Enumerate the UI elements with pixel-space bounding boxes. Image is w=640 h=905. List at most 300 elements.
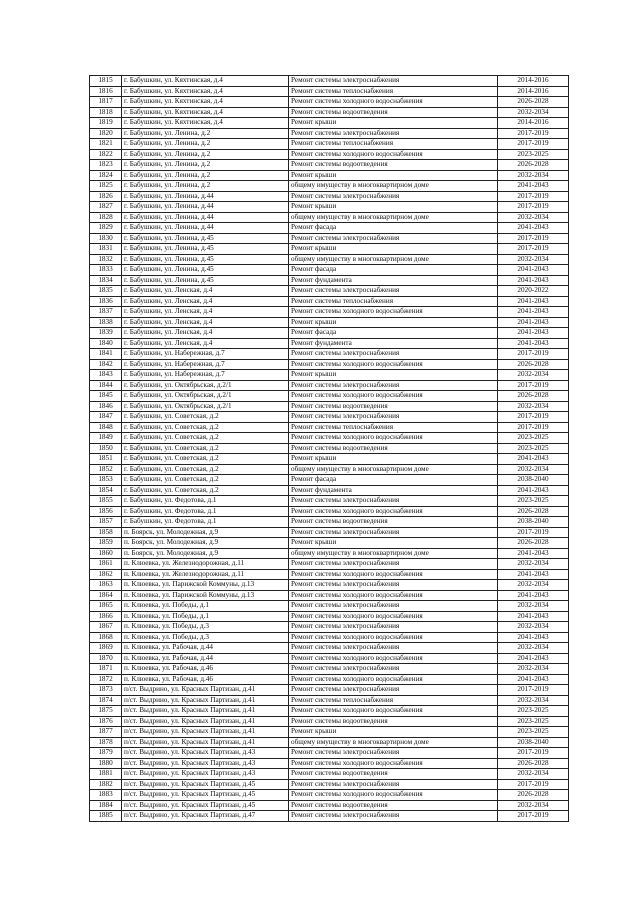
address-cell: г. Бабушкин, ул. Ленина, д.45 [122, 275, 289, 286]
period-cell: 2017-2019 [498, 412, 569, 423]
row-number-cell: 1840 [90, 338, 122, 349]
table-row [90, 632, 569, 643]
table-row [90, 706, 569, 717]
period-cell: 2017-2019 [498, 422, 569, 433]
work-type-cell: Ремонт фасада [289, 328, 498, 339]
period-cell: 2041-2043 [498, 653, 569, 664]
row-number-cell: 1883 [90, 790, 122, 801]
work-type-cell: Ремонт системы водоотведения [289, 443, 498, 454]
table-row [90, 538, 569, 549]
row-number-cell: 1820 [90, 128, 122, 139]
table-row [90, 559, 569, 570]
work-type-cell: Ремонт фасада [289, 265, 498, 276]
work-type-cell: Ремонт крыши [289, 454, 498, 465]
period-cell: 2026-2028 [498, 538, 569, 549]
row-number-cell: 1871 [90, 664, 122, 675]
address-cell: п. Клюевка, ул. Рабочая, д.46 [122, 664, 289, 675]
row-number-cell: 1836 [90, 296, 122, 307]
address-cell: г. Бабушкин, ул. Ленина, д.2 [122, 181, 289, 192]
work-type-cell: Ремонт системы электроснабжения [289, 191, 498, 202]
table-row [90, 76, 569, 87]
work-type-cell: Ремонт системы теплоснабжения [289, 695, 498, 706]
work-type-cell: Ремонт системы электроснабжения [289, 412, 498, 423]
row-number-cell: 1858 [90, 527, 122, 538]
period-cell: 2032-2034 [498, 464, 569, 475]
table-row [90, 643, 569, 654]
row-number-cell: 1880 [90, 758, 122, 769]
period-cell: 2026-2028 [498, 391, 569, 402]
work-type-cell: Ремонт системы водоотведения [289, 716, 498, 727]
period-cell: 2041-2043 [498, 265, 569, 276]
row-number-cell: 1874 [90, 695, 122, 706]
period-cell: 2038-2040 [498, 475, 569, 486]
row-number-cell: 1823 [90, 160, 122, 171]
work-type-cell: Ремонт системы электроснабжения [289, 643, 498, 654]
work-type-cell: Ремонт системы водоотведения [289, 160, 498, 171]
table-row [90, 590, 569, 601]
period-cell: 2041-2043 [498, 674, 569, 685]
table-body [90, 76, 569, 822]
address-cell: г. Бабушкин, ул. Кяхтинская, д.4 [122, 107, 289, 118]
table-row [90, 118, 569, 129]
work-type-cell: Ремонт системы холодного водоснабжения [289, 506, 498, 517]
address-cell: г. Бабушкин, ул. Набережная, д.7 [122, 370, 289, 381]
period-cell: 2023-2025 [498, 706, 569, 717]
table-row [90, 286, 569, 297]
address-cell: г. Бабушкин, ул. Ленская, д.4 [122, 307, 289, 318]
period-cell: 2032-2034 [498, 643, 569, 654]
row-number-cell: 1868 [90, 632, 122, 643]
work-type-cell: Ремонт системы электроснабжения [289, 496, 498, 507]
address-cell: г. Бабушкин, ул. Октябрьская, д.2/1 [122, 391, 289, 402]
table-row [90, 170, 569, 181]
address-cell: п. Клюевка, ул. Победы, д.3 [122, 622, 289, 633]
address-cell: п/ст. Выдрино, ул. Красных Партизан, д.43 [122, 748, 289, 759]
table-row [90, 265, 569, 276]
period-cell: 2026-2028 [498, 359, 569, 370]
work-type-cell: Ремонт системы водоотведения [289, 517, 498, 528]
row-number-cell: 1837 [90, 307, 122, 318]
row-number-cell: 1845 [90, 391, 122, 402]
table-row [90, 244, 569, 255]
address-cell: г. Бабушкин, ул. Советская, д.2 [122, 454, 289, 465]
row-number-cell: 1867 [90, 622, 122, 633]
address-cell: п. Клюевка, ул. Железнодорожная, д.11 [122, 559, 289, 570]
period-cell: 2038-2040 [498, 737, 569, 748]
period-cell: 2023-2025 [498, 496, 569, 507]
work-type-cell: Ремонт крыши [289, 202, 498, 213]
address-cell: п/ст. Выдрино, ул. Красных Партизан, д.41 [122, 695, 289, 706]
address-cell: г. Бабушкин, ул. Кяхтинская, д.4 [122, 118, 289, 129]
address-cell: п/ст. Выдрино, ул. Красных Партизан, д.41 [122, 727, 289, 738]
period-cell: 2032-2034 [498, 559, 569, 570]
table-row [90, 212, 569, 223]
work-type-cell: Ремонт системы электроснабжения [289, 580, 498, 591]
period-cell: 2017-2019 [498, 233, 569, 244]
table-row [90, 727, 569, 738]
period-cell: 2032-2034 [498, 170, 569, 181]
address-cell: п. Боярск, ул. Молодежная, д.9 [122, 538, 289, 549]
row-number-cell: 1821 [90, 139, 122, 150]
address-cell: п/ст. Выдрино, ул. Красных Партизан, д.45 [122, 779, 289, 790]
row-number-cell: 1818 [90, 107, 122, 118]
table-row [90, 307, 569, 318]
table-row [90, 223, 569, 234]
period-cell: 2017-2019 [498, 244, 569, 255]
work-type-cell: общему имуществу в многоквартирном доме [289, 181, 498, 192]
work-type-cell: Ремонт системы водоотведения [289, 401, 498, 412]
work-type-cell: Ремонт крыши [289, 317, 498, 328]
work-type-cell: Ремонт системы электроснабжения [289, 559, 498, 570]
table-row [90, 527, 569, 538]
period-cell: 2041-2043 [498, 454, 569, 465]
work-type-cell: Ремонт системы электроснабжения [289, 76, 498, 87]
table-row [90, 758, 569, 769]
table-row [90, 254, 569, 265]
address-cell: г. Бабушкин, ул. Кяхтинская, д.4 [122, 97, 289, 108]
address-cell: п/ст. Выдрино, ул. Красных Партизан, д.41 [122, 716, 289, 727]
table-row [90, 800, 569, 811]
address-cell: г. Бабушкин, ул. Кяхтинская, д.4 [122, 86, 289, 97]
work-type-cell: Ремонт системы холодного водоснабжения [289, 569, 498, 580]
table-row [90, 443, 569, 454]
period-cell: 2023-2025 [498, 443, 569, 454]
table-row [90, 359, 569, 370]
work-type-cell: Ремонт системы теплоснабжения [289, 296, 498, 307]
period-cell: 2041-2043 [498, 181, 569, 192]
address-cell: г. Бабушкин, ул. Ленина, д.2 [122, 149, 289, 160]
table-row [90, 695, 569, 706]
work-type-cell: Ремонт фундамента [289, 338, 498, 349]
table-row [90, 128, 569, 139]
table-row [90, 475, 569, 486]
table-row [90, 97, 569, 108]
row-number-cell: 1882 [90, 779, 122, 790]
address-cell: п. Клюевка, ул. Рабочая, д.44 [122, 643, 289, 654]
address-cell: г. Бабушкин, ул. Ленина, д.44 [122, 191, 289, 202]
work-type-cell: Ремонт системы холодного водоснабжения [289, 307, 498, 318]
table-row [90, 664, 569, 675]
table-row [90, 380, 569, 391]
table-row [90, 149, 569, 160]
address-cell: г. Бабушкин, ул. Ленина, д.44 [122, 202, 289, 213]
period-cell: 2032-2034 [498, 601, 569, 612]
row-number-cell: 1824 [90, 170, 122, 181]
row-number-cell: 1833 [90, 265, 122, 276]
table-row [90, 569, 569, 580]
period-cell: 2041-2043 [498, 632, 569, 643]
work-type-cell: Ремонт крыши [289, 538, 498, 549]
row-number-cell: 1844 [90, 380, 122, 391]
row-number-cell: 1849 [90, 433, 122, 444]
period-cell: 2023-2025 [498, 727, 569, 738]
row-number-cell: 1869 [90, 643, 122, 654]
work-type-cell: Ремонт системы электроснабжения [289, 811, 498, 822]
period-cell: 2026-2028 [498, 758, 569, 769]
row-number-cell: 1862 [90, 569, 122, 580]
address-cell: г. Бабушкин, ул. Советская, д.2 [122, 464, 289, 475]
row-number-cell: 1879 [90, 748, 122, 759]
work-type-cell: Ремонт системы теплоснабжения [289, 139, 498, 150]
work-type-cell: Ремонт системы электроснабжения [289, 748, 498, 759]
work-type-cell: Ремонт системы электроснабжения [289, 128, 498, 139]
row-number-cell: 1829 [90, 223, 122, 234]
period-cell: 2026-2028 [498, 97, 569, 108]
period-cell: 2017-2019 [498, 527, 569, 538]
period-cell: 2041-2043 [498, 275, 569, 286]
address-cell: г. Бабушкин, ул. Ленина, д.44 [122, 212, 289, 223]
table-row [90, 181, 569, 192]
address-cell: п. Клюевка, ул. Победы, д.1 [122, 611, 289, 622]
work-type-cell: Ремонт системы электроснабжения [289, 527, 498, 538]
period-cell: 2041-2043 [498, 569, 569, 580]
work-type-cell: Ремонт системы теплоснабжения [289, 422, 498, 433]
work-type-cell: Ремонт фасада [289, 223, 498, 234]
table-row [90, 401, 569, 412]
table-row [90, 779, 569, 790]
table-row [90, 454, 569, 465]
work-type-cell: Ремонт системы электроснабжения [289, 779, 498, 790]
row-number-cell: 1828 [90, 212, 122, 223]
table-row [90, 191, 569, 202]
period-cell: 2023-2025 [498, 149, 569, 160]
table-row [90, 349, 569, 360]
work-type-cell: общему имуществу в многоквартирном доме [289, 737, 498, 748]
address-cell: г. Бабушкин, ул. Федотова, д.1 [122, 506, 289, 517]
work-type-cell: Ремонт системы электроснабжения [289, 286, 498, 297]
address-cell: г. Бабушкин, ул. Ленина, д.2 [122, 139, 289, 150]
address-cell: г. Бабушкин, ул. Набережная, д.7 [122, 359, 289, 370]
work-type-cell: Ремонт фундамента [289, 275, 498, 286]
table-row [90, 370, 569, 381]
row-number-cell: 1852 [90, 464, 122, 475]
table-row [90, 611, 569, 622]
address-cell: г. Бабушкин, ул. Советская, д.2 [122, 475, 289, 486]
table-row [90, 485, 569, 496]
period-cell: 2017-2019 [498, 349, 569, 360]
work-type-cell: Ремонт системы электроснабжения [289, 233, 498, 244]
row-number-cell: 1834 [90, 275, 122, 286]
table-row [90, 506, 569, 517]
address-cell: п/ст. Выдрино, ул. Красных Партизан, д.43 [122, 758, 289, 769]
work-type-cell: общему имуществу в многоквартирном доме [289, 212, 498, 223]
row-number-cell: 1854 [90, 485, 122, 496]
row-number-cell: 1863 [90, 580, 122, 591]
address-cell: г. Бабушкин, ул. Ленина, д.44 [122, 223, 289, 234]
table-row [90, 737, 569, 748]
row-number-cell: 1819 [90, 118, 122, 129]
period-cell: 2017-2019 [498, 380, 569, 391]
work-type-cell: Ремонт системы холодного водоснабжения [289, 391, 498, 402]
period-cell: 2041-2043 [498, 485, 569, 496]
address-cell: п. Клюевка, ул. Победы, д.3 [122, 632, 289, 643]
period-cell: 2017-2019 [498, 779, 569, 790]
work-type-cell: Ремонт системы электроснабжения [289, 349, 498, 360]
period-cell: 2032-2034 [498, 212, 569, 223]
row-number-cell: 1853 [90, 475, 122, 486]
work-type-cell: Ремонт крыши [289, 170, 498, 181]
address-cell: г. Бабушкин, ул. Советская, д.2 [122, 412, 289, 423]
period-cell: 2017-2019 [498, 811, 569, 822]
row-number-cell: 1815 [90, 76, 122, 87]
table-row [90, 622, 569, 633]
period-cell: 2032-2034 [498, 254, 569, 265]
work-type-cell: Ремонт системы холодного водоснабжения [289, 632, 498, 643]
repair-schedule-table [89, 75, 569, 822]
period-cell: 2026-2028 [498, 506, 569, 517]
table-row [90, 653, 569, 664]
row-number-cell: 1866 [90, 611, 122, 622]
period-cell: 2032-2034 [498, 800, 569, 811]
period-cell: 2038-2040 [498, 517, 569, 528]
address-cell: г. Бабушкин, ул. Советская, д.2 [122, 433, 289, 444]
period-cell: 2041-2043 [498, 296, 569, 307]
table-row [90, 748, 569, 759]
period-cell: 2032-2034 [498, 370, 569, 381]
period-cell: 2023-2025 [498, 716, 569, 727]
work-type-cell: Ремонт системы теплоснабжения [289, 86, 498, 97]
address-cell: г. Бабушкин, ул. Ленина, д.2 [122, 160, 289, 171]
table-row [90, 328, 569, 339]
work-type-cell: Ремонт системы электроснабжения [289, 622, 498, 633]
row-number-cell: 1855 [90, 496, 122, 507]
row-number-cell: 1842 [90, 359, 122, 370]
period-cell: 2014-2016 [498, 118, 569, 129]
address-cell: г. Бабушкин, ул. Кяхтинская, д.4 [122, 76, 289, 87]
row-number-cell: 1861 [90, 559, 122, 570]
work-type-cell: Ремонт системы водоотведения [289, 769, 498, 780]
work-type-cell: Ремонт системы холодного водоснабжения [289, 149, 498, 160]
work-type-cell: Ремонт системы электроснабжения [289, 601, 498, 612]
period-cell: 2017-2019 [498, 191, 569, 202]
work-type-cell: Ремонт фасада [289, 475, 498, 486]
row-number-cell: 1848 [90, 422, 122, 433]
work-type-cell: общему имуществу в многоквартирном доме [289, 548, 498, 559]
address-cell: г. Бабушкин, ул. Ленская, д.4 [122, 328, 289, 339]
address-cell: п/ст. Выдрино, ул. Красных Партизан, д.47 [122, 811, 289, 822]
address-cell: г. Бабушкин, ул. Ленина, д.45 [122, 244, 289, 255]
address-cell: п/ст. Выдрино, ул. Красных Партизан, д.41 [122, 685, 289, 696]
work-type-cell: Ремонт системы электроснабжения [289, 380, 498, 391]
work-type-cell: Ремонт системы холодного водоснабжения [289, 706, 498, 717]
work-type-cell: Ремонт системы холодного водоснабжения [289, 758, 498, 769]
period-cell: 2032-2034 [498, 664, 569, 675]
table-row [90, 275, 569, 286]
address-cell: г. Бабушкин, ул. Ленская, д.4 [122, 338, 289, 349]
row-number-cell: 1884 [90, 800, 122, 811]
work-type-cell: Ремонт крыши [289, 244, 498, 255]
address-cell: г. Бабушкин, ул. Советская, д.2 [122, 443, 289, 454]
address-cell: п/ст. Выдрино, ул. Красных Партизан, д.45 [122, 800, 289, 811]
table-row [90, 517, 569, 528]
row-number-cell: 1826 [90, 191, 122, 202]
work-type-cell: общему имуществу в многоквартирном доме [289, 464, 498, 475]
row-number-cell: 1843 [90, 370, 122, 381]
table-row [90, 233, 569, 244]
address-cell: п. Боярск, ул. Молодежная, д.9 [122, 527, 289, 538]
table-row [90, 296, 569, 307]
address-cell: г. Бабушкин, ул. Набережная, д.7 [122, 349, 289, 360]
address-cell: г. Бабушкин, ул. Ленская, д.4 [122, 286, 289, 297]
table-row [90, 548, 569, 559]
period-cell: 2017-2019 [498, 128, 569, 139]
work-type-cell: Ремонт системы холодного водоснабжения [289, 611, 498, 622]
table-row [90, 674, 569, 685]
period-cell: 2041-2043 [498, 611, 569, 622]
row-number-cell: 1875 [90, 706, 122, 717]
address-cell: п. Боярск, ул. Молодежная, д.9 [122, 548, 289, 559]
work-type-cell: Ремонт системы водоотведения [289, 107, 498, 118]
address-cell: г. Бабушкин, ул. Ленина, д.45 [122, 254, 289, 265]
address-cell: г. Бабушкин, ул. Октябрьская, д.2/1 [122, 401, 289, 412]
period-cell: 2032-2034 [498, 622, 569, 633]
period-cell: 2026-2028 [498, 160, 569, 171]
address-cell: г. Бабушкин, ул. Ленина, д.45 [122, 265, 289, 276]
table-row [90, 769, 569, 780]
row-number-cell: 1851 [90, 454, 122, 465]
address-cell: г. Бабушкин, ул. Ленская, д.4 [122, 317, 289, 328]
address-cell: г. Бабушкин, ул. Советская, д.2 [122, 422, 289, 433]
address-cell: п. Клюевка, ул. Парижской Коммуны, д.13 [122, 580, 289, 591]
period-cell: 2026-2028 [498, 790, 569, 801]
work-type-cell: Ремонт системы холодного водоснабжения [289, 790, 498, 801]
work-type-cell: Ремонт системы холодного водоснабжения [289, 674, 498, 685]
table-row [90, 160, 569, 171]
table-row [90, 496, 569, 507]
table-row [90, 412, 569, 423]
address-cell: п. Клюевка, ул. Железнодорожная, д.11 [122, 569, 289, 580]
address-cell: п. Клюевка, ул. Рабочая, д.46 [122, 674, 289, 685]
row-number-cell: 1856 [90, 506, 122, 517]
period-cell: 2017-2019 [498, 685, 569, 696]
row-number-cell: 1859 [90, 538, 122, 549]
address-cell: г. Бабушкин, ул. Ленская, д.4 [122, 296, 289, 307]
row-number-cell: 1881 [90, 769, 122, 780]
period-cell: 2041-2043 [498, 317, 569, 328]
address-cell: п/ст. Выдрино, ул. Красных Партизан, д.45 [122, 790, 289, 801]
address-cell: п/ст. Выдрино, ул. Красных Партизан, д.43 [122, 769, 289, 780]
address-cell: г. Бабушкин, ул. Ленина, д.45 [122, 233, 289, 244]
address-cell: п. Клюевка, ул. Рабочая, д.44 [122, 653, 289, 664]
address-cell: г. Бабушкин, ул. Ленина, д.2 [122, 128, 289, 139]
table-row [90, 811, 569, 822]
row-number-cell: 1885 [90, 811, 122, 822]
period-cell: 2041-2043 [498, 328, 569, 339]
row-number-cell: 1838 [90, 317, 122, 328]
row-number-cell: 1817 [90, 97, 122, 108]
address-cell: г. Бабушкин, ул. Ленина, д.2 [122, 170, 289, 181]
table-row [90, 391, 569, 402]
work-type-cell: Ремонт системы холодного водоснабжения [289, 433, 498, 444]
period-cell: 2032-2034 [498, 769, 569, 780]
row-number-cell: 1857 [90, 517, 122, 528]
address-cell: г. Бабушкин, ул. Федотова, д.1 [122, 496, 289, 507]
table-row [90, 422, 569, 433]
table-row [90, 139, 569, 150]
address-cell: п/ст. Выдрино, ул. Красных Партизан, д.41 [122, 706, 289, 717]
period-cell: 2032-2034 [498, 695, 569, 706]
table-row [90, 202, 569, 213]
address-cell: п. Клюевка, ул. Парижской Коммуны, д.13 [122, 590, 289, 601]
row-number-cell: 1865 [90, 601, 122, 612]
period-cell: 2041-2043 [498, 307, 569, 318]
period-cell: 2041-2043 [498, 548, 569, 559]
row-number-cell: 1832 [90, 254, 122, 265]
row-number-cell: 1847 [90, 412, 122, 423]
period-cell: 2017-2019 [498, 139, 569, 150]
period-cell: 2032-2034 [498, 580, 569, 591]
row-number-cell: 1850 [90, 443, 122, 454]
